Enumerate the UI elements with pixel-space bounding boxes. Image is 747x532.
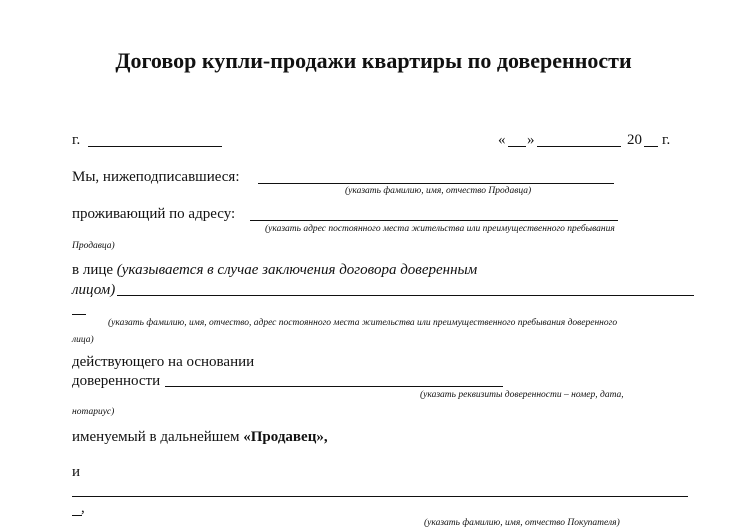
address-note-line1: (указать адрес постоянного места жительства или преимущественного пребывания <box>265 224 615 234</box>
poa-note-line1: (указать реквизиты доверенности – номер, дата, <box>420 390 624 400</box>
buyer-name-blank[interactable] <box>72 496 688 497</box>
representative-blank-cont[interactable] <box>72 314 86 315</box>
hereinafter-line <box>72 429 328 446</box>
in-person-hint-line1: (указывается в случае заключения договора доверенным <box>116 262 478 278</box>
seller-name-note: (указать фамилию, имя, отчество Продавца) <box>345 186 532 196</box>
date-open-quote: « <box>498 132 506 148</box>
comma-mark: , <box>81 500 85 516</box>
residing-label: проживающий по адресу: <box>72 206 236 222</box>
seller-term: «Продавец», <box>243 429 328 445</box>
representative-note-line2: лица) <box>72 335 94 345</box>
city-blank[interactable] <box>88 146 222 147</box>
date-year-prefix: 20 <box>627 132 642 148</box>
date-year-suffix: г. <box>662 132 671 148</box>
in-person-hint-line2: лицом) <box>72 282 116 298</box>
city-prefix: г. <box>72 132 81 148</box>
acting-label-line1: действующего на основании <box>72 354 255 370</box>
address-note-line2: Продавца) <box>72 241 115 251</box>
seller-name-blank[interactable] <box>258 183 614 184</box>
representative-blank[interactable] <box>117 295 694 296</box>
document-title: Договор купли-продажи квартиры по доверенности <box>115 48 632 73</box>
date-year-blank[interactable] <box>644 146 658 147</box>
and-label: и <box>72 464 81 480</box>
date-day-blank[interactable] <box>508 146 526 147</box>
seller-address-blank[interactable] <box>250 220 618 221</box>
poa-details-blank[interactable] <box>165 386 503 387</box>
hereinafter-label: именуемый в дальнейшем <box>72 429 240 445</box>
representative-note-line1: (указать фамилию, имя, отчество, адрес постоянного места жительства или преимущественного пребывания доверенного <box>108 318 618 328</box>
poa-note-line2: нотариус) <box>72 407 115 417</box>
we-label: Мы, нижеподписавшиеся: <box>72 169 240 185</box>
date-month-blank[interactable] <box>537 146 621 147</box>
in-person-label: в лице <box>72 262 114 278</box>
acting-label-line2: доверенности <box>72 373 161 389</box>
date-close-quote: » <box>527 132 535 148</box>
in-person-line1 <box>72 262 477 279</box>
buyer-name-note: (указать фамилию, имя, отчество Покупателя) <box>424 518 620 528</box>
